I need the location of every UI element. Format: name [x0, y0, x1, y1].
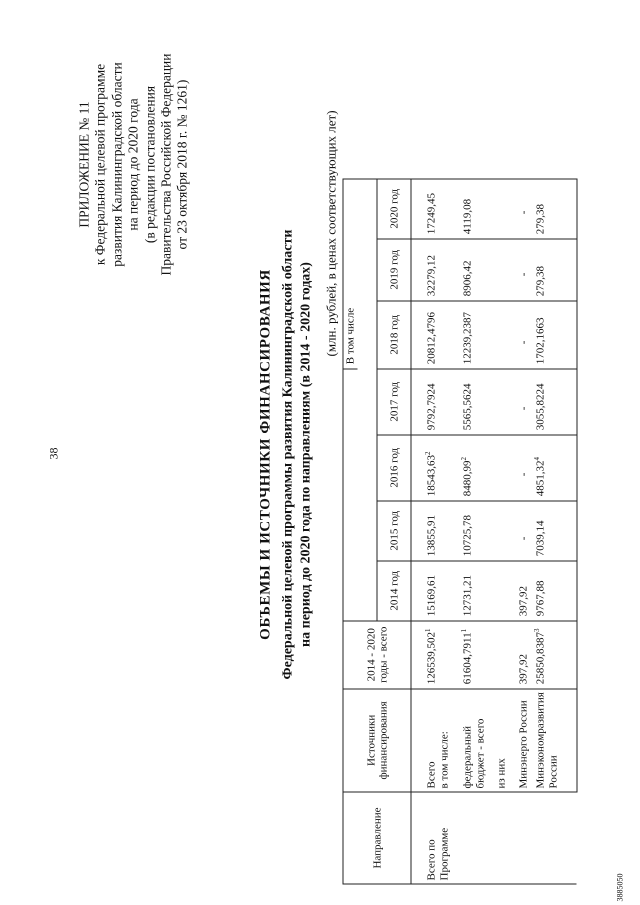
- value-cell: 9792,7924: [411, 369, 452, 435]
- value-cell: -: [509, 179, 531, 239]
- units-note: (млн. рублей, в ценах соответствующих лет): [323, 110, 339, 357]
- value-cell: 20812,4796: [411, 301, 452, 369]
- header-year: 2020 год: [377, 179, 411, 239]
- appendix-line: Правительства Российской Федерации: [158, 53, 174, 276]
- rotated-page: [1, 0, 640, 905]
- value-cell: -: [509, 239, 531, 301]
- appendix-line: к Федеральной целевой программе: [92, 63, 108, 266]
- value-cell: 12239,2387: [452, 301, 488, 369]
- page-number: 38: [46, 447, 61, 460]
- value-cell: -: [509, 435, 531, 501]
- document-subtitle: Федеральной целевой программы развития Калининградской области: [280, 229, 296, 680]
- header-year: 2016 год: [377, 435, 411, 501]
- table-row: [531, 179, 577, 884]
- document-title: ОБЪЕМЫ И ИСТОЧНИКИ ФИНАНСИРОВАНИЯ: [257, 269, 274, 640]
- header-year: 2014 год: [377, 561, 411, 621]
- value-cell: 279,38: [531, 179, 577, 239]
- total-value: 61604,7911: [461, 632, 474, 685]
- value-cell: 10725,78: [452, 501, 488, 561]
- appendix-line: развития Калининградской области: [109, 62, 125, 267]
- total-value: 126539,502: [425, 631, 438, 685]
- value-cell: -: [509, 369, 531, 435]
- value-cell: 12731,21: [452, 561, 488, 621]
- source-label: Минэнерго России: [509, 689, 531, 792]
- direction-cell: Всего по Программе: [411, 792, 577, 884]
- total-value: 397,92: [509, 621, 531, 689]
- value-cell: 7039,14: [531, 501, 577, 561]
- value-cell: 1702,1663: [531, 301, 577, 369]
- table-row: [411, 179, 452, 884]
- footnote-mark: 2: [423, 451, 432, 455]
- value-cell: 17249,45: [411, 179, 452, 239]
- value-cell: 9767,88: [531, 561, 577, 621]
- value-cell: -: [509, 301, 531, 369]
- footnote-mark: 4: [532, 456, 541, 461]
- footnote-mark: 2: [459, 456, 468, 461]
- value-cell: 13855,91: [411, 501, 452, 561]
- header-direction: Направление: [343, 792, 411, 884]
- table-row: [509, 179, 531, 884]
- value-cell: -: [509, 501, 531, 561]
- appendix-line: (в редакции постановления: [142, 85, 158, 244]
- source-label: из них: [488, 689, 510, 792]
- value-cell: 15169,61: [411, 561, 452, 621]
- source-sublabel: в том числе:: [438, 731, 450, 789]
- value-cell: 4851,32: [534, 460, 547, 497]
- value-cell: 8480,99: [461, 460, 474, 497]
- table-row: [488, 179, 510, 884]
- value-cell: 279,38: [531, 239, 577, 301]
- financing-table: [343, 178, 578, 884]
- appendix-line: на период до 2020 года: [125, 98, 141, 231]
- header-total: 2014 - 2020 годы - всего: [343, 621, 411, 689]
- value-cell: 8906,42: [452, 239, 488, 301]
- appendix-line: от 23 октября 2018 г. № 1261): [174, 79, 190, 250]
- header-including: В том числе: [343, 179, 357, 369]
- header-year: 2017 год: [377, 369, 411, 435]
- value-cell: 18543,63: [425, 454, 438, 497]
- source-label: Минэкономразвития России: [531, 689, 577, 792]
- header-source: Источники финансирования: [343, 689, 411, 792]
- table-row: [452, 179, 488, 884]
- header-year: 2019 год: [377, 239, 411, 301]
- source-label: Всего: [425, 761, 438, 789]
- appendix-line: ПРИЛОЖЕНИЕ № 11: [76, 101, 92, 228]
- source-label: федеральный бюджет - всего: [452, 689, 488, 792]
- header-year: 2018 год: [377, 301, 411, 369]
- value-cell: 4119,08: [452, 179, 488, 239]
- value-cell: 3055,8224: [531, 369, 577, 435]
- header-year: 2015 год: [377, 501, 411, 561]
- document-subtitle: на период до 2020 года по направлениям (в 2014 - 2020 годах): [298, 262, 314, 647]
- footnote-mark: 1: [423, 628, 432, 632]
- value-cell: 397,92: [509, 561, 531, 621]
- footnote-mark: 3: [532, 628, 541, 632]
- value-cell: 32279,12: [411, 239, 452, 301]
- appendix-block: [77, 15, 192, 315]
- document-id: 3885050: [615, 873, 625, 902]
- value-cell: 5565,5624: [452, 369, 488, 435]
- total-value: 25850,8387: [534, 631, 547, 685]
- footnote-mark: 1: [459, 628, 468, 633]
